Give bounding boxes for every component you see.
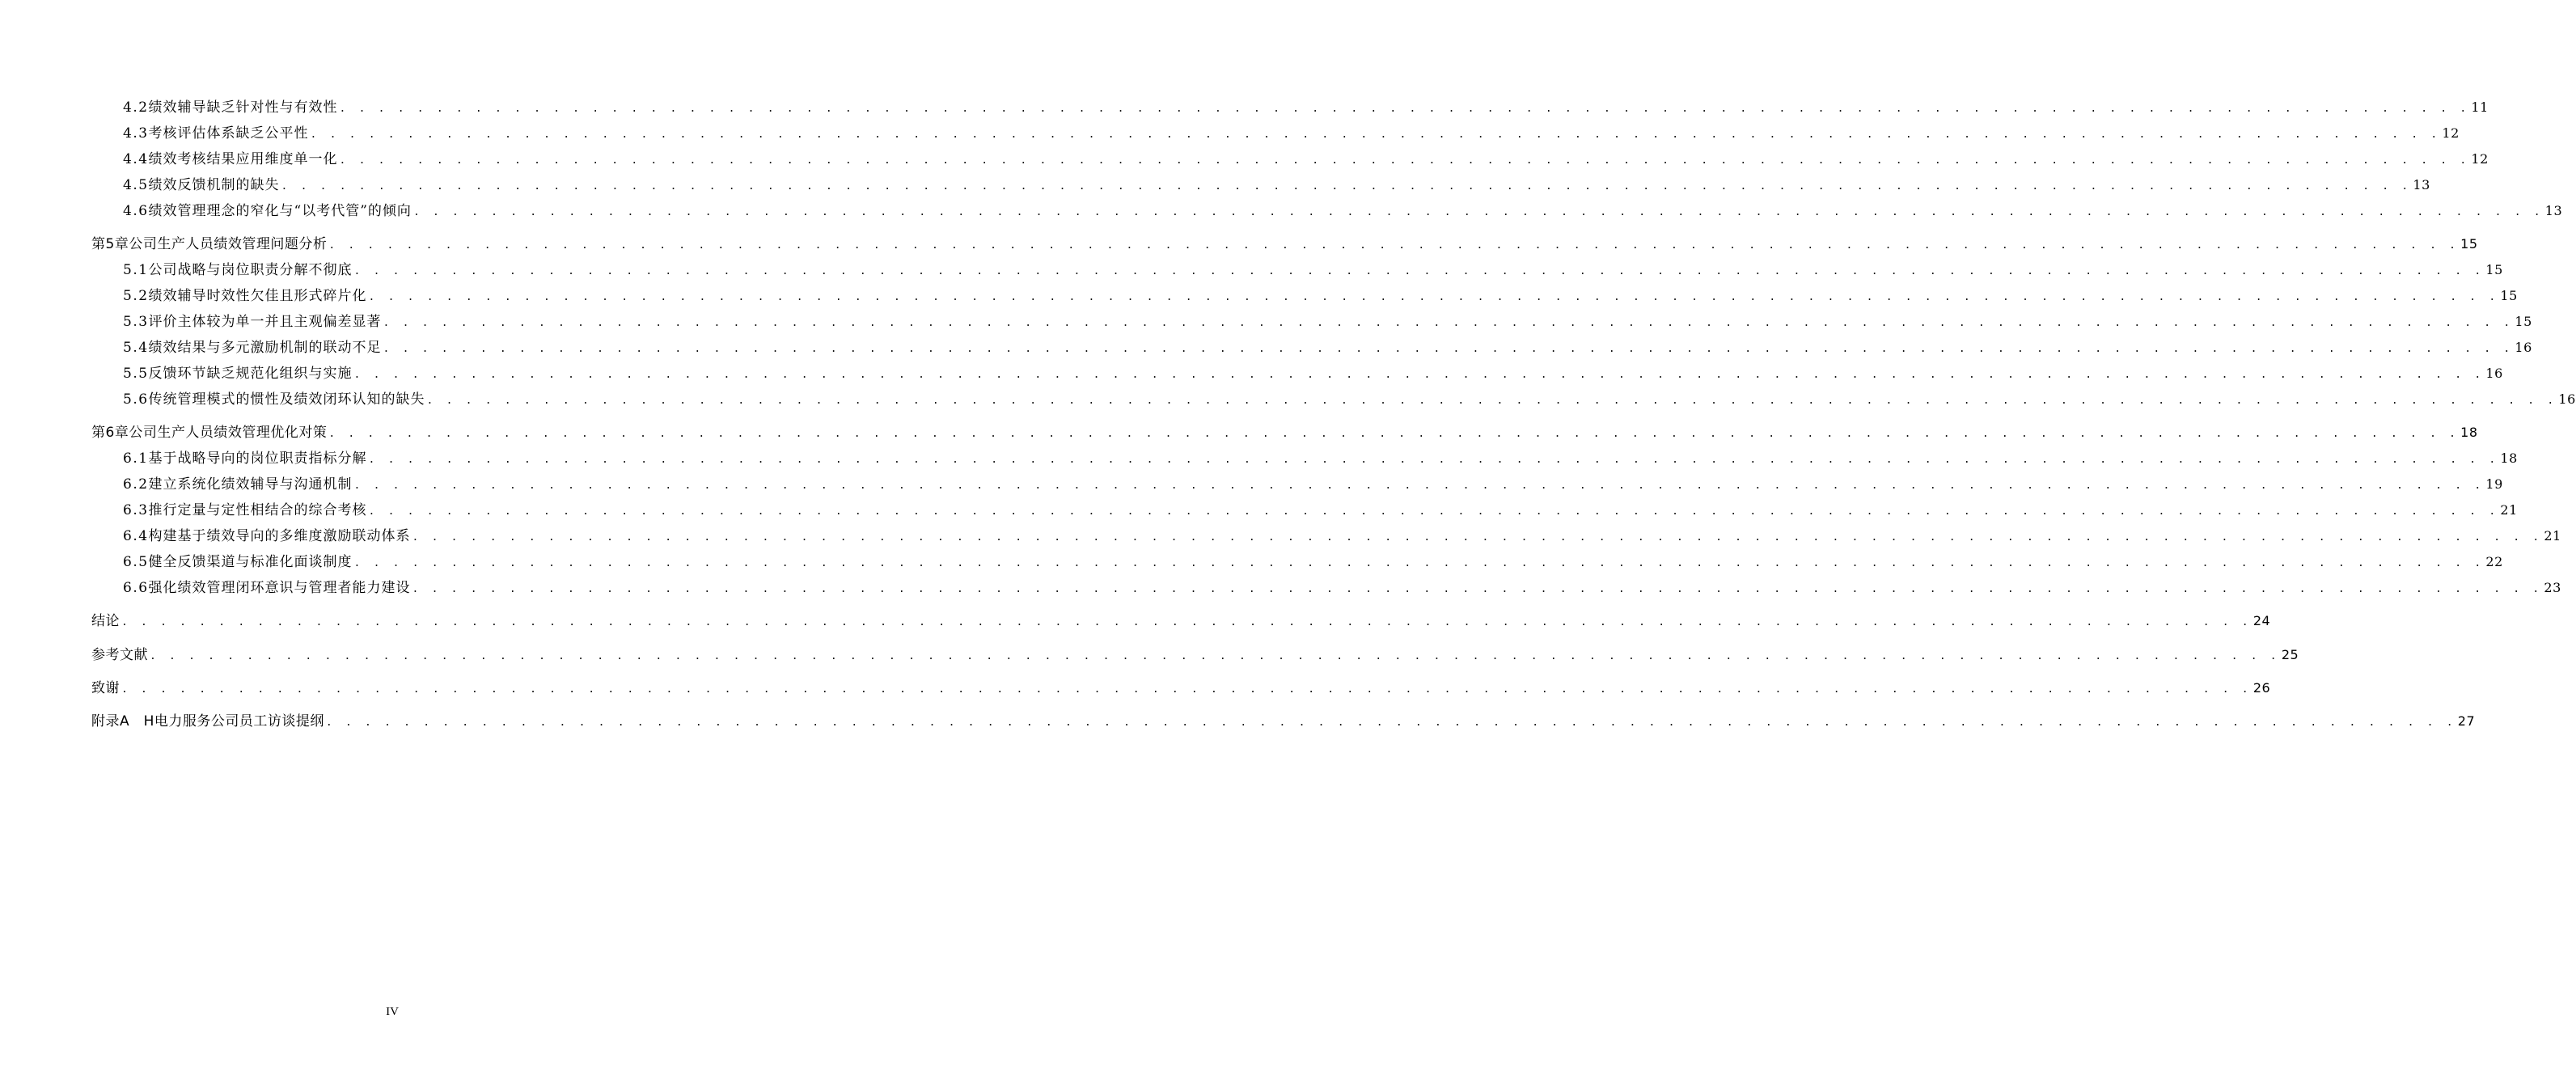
toc-entry-title: 考核评估体系缺乏公平性 <box>148 125 309 142</box>
toc-subsection-entry[interactable] <box>123 576 2561 596</box>
toc-entry-number: 4.3 <box>123 125 149 142</box>
toc-entry-page: 23 <box>2544 580 2561 595</box>
toc-subsection-entry[interactable] <box>123 121 2460 142</box>
toc-entry-number: 5.2 <box>123 288 149 304</box>
toc-entry-title: 基于战略导向的岗位职责指标分解 <box>148 450 367 467</box>
toc-entry-page: 15 <box>2500 288 2518 303</box>
toc-dot-leader: . . . . . . . . . . . . . . . . . . . . . . . . . . . . . . . . . . . . . . . . . . . . . . . . . . . . . . . . . . . . . . . . . . . . . . . . . . . . . . . . . . . . . . . . . . . . . . . . . . . . . . . . . . . . . . <box>150 650 2280 662</box>
toc-dot-leader: . . . . . . . . . . . . . . . . . . . . . . . . . . . . . . . . . . . . . . . . . . . . . . . . . . . . . . . . . . . . . . . . . . . . . . . . . . . . . . . . . . . . . . . . . . . . . . . . . . . . . . . . . . . . . . <box>353 265 2485 277</box>
toc-entry-title: 公司生产人员绩效管理问题分析 <box>129 236 328 252</box>
toc-entry-title: 推行定量与定性相结合的综合考核 <box>148 502 367 518</box>
toc-entry-title: 附录A H电力服务公司员工访谈提纲 <box>91 713 324 730</box>
toc-dot-leader: . . . . . . . . . . . . . . . . . . . . . . . . . . . . . . . . . . . . . . . . . . . . . . . . . . . . . . . . . . . . . . . . . . . . . . . . . . . . . . . . . . . . . . . . . . . . . . . . . . . . . . . . . . . . . . <box>426 395 2557 407</box>
toc-entry-title: 健全反馈渠道与标准化面谈制度 <box>148 554 353 570</box>
toc-chapter-entry[interactable] <box>91 709 2476 730</box>
toc-dot-leader: . . . . . . . . . . . . . . . . . . . . . . . . . . . . . . . . . . . . . . . . . . . . . . . . . . . . . . . . . . . . . . . . . . . . . . . . . . . . . . . . . . . . . . . . . . . . . . . . . . . . . . . . . . . . . . <box>368 505 2499 518</box>
toc-entry-title: 绩效辅导时效性欠佳且形式碎片化 <box>148 288 367 304</box>
toc-entry-number: 6.6 <box>123 580 149 596</box>
toc-entry-number: 5.6 <box>123 391 149 408</box>
toc-entry-page: 16 <box>2485 366 2503 381</box>
toc-entry-number: 5.3 <box>123 314 149 330</box>
toc-subsection-entry[interactable] <box>123 524 2561 544</box>
toc-subsection-entry[interactable] <box>123 284 2518 304</box>
toc-entry-page: 24 <box>2252 613 2271 628</box>
toc-entry-title: 绩效管理理念的窄化与“以考代管”的倾向 <box>148 203 412 219</box>
toc-entry-number: 4.5 <box>123 177 149 193</box>
toc-entry-number: 5.5 <box>123 366 149 382</box>
toc-entry-number: 6.1 <box>123 450 149 467</box>
toc-dot-leader: . . . . . . . . . . . . . . . . . . . . . . . . . . . . . . . . . . . . . . . . . . . . . . . . . . . . . . . . . . . . . . . . . . . . . . . . . . . . . . . . . . . . . . . . . . . . . . . . . . . . . . . . . . . . . . <box>412 583 2543 595</box>
toc-dot-leader: . . . . . . . . . . . . . . . . . . . . . . . . . . . . . . . . . . . . . . . . . . . . . . . . . . . . . . . . . . . . . . . . . . . . . . . . . . . . . . . . . . . . . . . . . . . . . . . . . . . . . . . . . . . . . . <box>310 129 2441 141</box>
toc-entry-title: 反馈环节缺乏规范化组织与实施 <box>148 366 353 382</box>
toc-dot-leader: . . . . . . . . . . . . . . . . . . . . . . . . . . . . . . . . . . . . . . . . . . . . . . . . . . . . . . . . . . . . . . . . . . . . . . . . . . . . . . . . . . . . . . . . . . . . . . . . . . . . . . . . . . . . . . <box>121 683 2252 696</box>
toc-subsection-entry[interactable] <box>123 173 2430 193</box>
toc-entry-page: 16 <box>2515 340 2532 355</box>
toc-entry-title: 构建基于绩效导向的多维度激励联动体系 <box>148 528 411 544</box>
toc-entry-number: 第5章 <box>91 236 129 252</box>
toc-entry-page: 25 <box>2281 647 2299 662</box>
toc-chapter-entry[interactable] <box>91 643 2299 663</box>
toc-entry-page: 26 <box>2252 680 2271 696</box>
toc-entry-title: 绩效辅导缺乏针对性与有效性 <box>148 99 338 116</box>
toc-dot-leader: . . . . . . . . . . . . . . . . . . . . . . . . . . . . . . . . . . . . . . . . . . . . . . . . . . . . . . . . . . . . . . . . . . . . . . . . . . . . . . . . . . . . . . . . . . . . . . . . . . . . . . . . . . . . . . <box>328 428 2460 440</box>
toc-entry-title: 绩效结果与多元激励机制的联动不足 <box>148 340 382 356</box>
toc-entry-title: 绩效反馈机制的缺失 <box>148 177 280 193</box>
toc-entry-number: 4.4 <box>123 151 149 167</box>
page-number: IV <box>386 1005 399 1018</box>
toc-dot-leader: . . . . . . . . . . . . . . . . . . . . . . . . . . . . . . . . . . . . . . . . . . . . . . . . . . . . . . . . . . . . . . . . . . . . . . . . . . . . . . . . . . . . . . . . . . . . . . . . . . . . . . . . . . . . . . <box>353 480 2485 492</box>
toc-subsection-entry[interactable] <box>123 550 2503 570</box>
toc-subsection-entry[interactable] <box>123 446 2518 467</box>
toc-subsection-entry[interactable] <box>123 362 2503 382</box>
toc-dot-leader: . . . . . . . . . . . . . . . . . . . . . . . . . . . . . . . . . . . . . . . . . . . . . . . . . . . . . . . . . . . . . . . . . . . . . . . . . . . . . . . . . . . . . . . . . . . . . . . . . . . . . . . . . . . . . . <box>328 239 2460 252</box>
toc-entry-title: 绩效考核结果应用维度单一化 <box>148 151 338 167</box>
toc-subsection-entry[interactable] <box>123 472 2503 493</box>
toc-subsection-entry[interactable] <box>123 310 2532 330</box>
toc-entry-number: 6.5 <box>123 554 149 570</box>
toc-dot-leader: . . . . . . . . . . . . . . . . . . . . . . . . . . . . . . . . . . . . . . . . . . . . . . . . . . . . . . . . . . . . . . . . . . . . . . . . . . . . . . . . . . . . . . . . . . . . . . . . . . . . . . . . . . . . . . <box>121 616 2252 628</box>
toc-entry-number: 5.1 <box>123 262 149 278</box>
toc-subsection-entry[interactable] <box>123 498 2518 518</box>
toc-entry-page: 21 <box>2500 502 2518 518</box>
toc-dot-leader: . . . . . . . . . . . . . . . . . . . . . . . . . . . . . . . . . . . . . . . . . . . . . . . . . . . . . . . . . . . . . . . . . . . . . . . . . . . . . . . . . . . . . . . . . . . . . . . . . . . . . . . . . . . . . . <box>412 531 2543 544</box>
toc-entry-page: 18 <box>2460 425 2478 440</box>
toc-entry-title: 建立系统化绩效辅导与沟通机制 <box>148 476 353 493</box>
toc-dot-leader: . . . . . . . . . . . . . . . . . . . . . . . . . . . . . . . . . . . . . . . . . . . . . . . . . . . . . . . . . . . . . . . . . . . . . . . . . . . . . . . . . . . . . . . . . . . . . . . . . . . . . . . . . . . . . . <box>353 557 2485 569</box>
toc-subsection-entry[interactable] <box>123 336 2532 356</box>
toc-entry-title: 公司生产人员绩效管理优化对策 <box>129 425 328 441</box>
toc-entry-page: 13 <box>2413 177 2430 192</box>
toc-dot-leader: . . . . . . . . . . . . . . . . . . . . . . . . . . . . . . . . . . . . . . . . . . . . . . . . . . . . . . . . . . . . . . . . . . . . . . . . . . . . . . . . . . . . . . . . . . . . . . . . . . . . . . . . . . . . . . <box>368 291 2499 303</box>
toc-entry-page: 15 <box>2485 262 2503 277</box>
toc-entry-page: 12 <box>2442 125 2460 141</box>
toc-chapter-entry[interactable] <box>91 676 2271 696</box>
toc-entry-title: 公司战略与岗位职责分解不彻底 <box>148 262 353 278</box>
toc-subsection-entry[interactable] <box>123 387 2576 408</box>
toc-entry-number: 5.4 <box>123 340 149 356</box>
toc-entry-page: 27 <box>2457 713 2476 729</box>
toc-dot-leader: . . . . . . . . . . . . . . . . . . . . . . . . . . . . . . . . . . . . . . . . . . . . . . . . . . . . . . . . . . . . . . . . . . . . . . . . . . . . . . . . . . . . . . . . . . . . . . . . . . . . . . . . . . . . . . <box>281 180 2412 192</box>
toc-subsection-entry[interactable] <box>123 199 2563 219</box>
toc-subsection-entry[interactable] <box>123 95 2489 116</box>
toc-entry-number: 4.6 <box>123 203 149 219</box>
toc-entry-page: 18 <box>2500 450 2518 466</box>
toc-entry-title: 结论 <box>91 613 120 629</box>
toc-entry-page: 11 <box>2471 99 2489 115</box>
toc-entry-page: 16 <box>2558 391 2576 407</box>
toc-dot-leader: . . . . . . . . . . . . . . . . . . . . . . . . . . . . . . . . . . . . . . . . . . . . . . . . . . . . . . . . . . . . . . . . . . . . . . . . . . . . . . . . . . . . . . . . . . . . . . . . . . . . . . . . . . . . . . <box>368 454 2499 466</box>
toc-entry-page: 13 <box>2544 203 2563 218</box>
toc-chapter-entry[interactable] <box>91 232 2478 252</box>
toc-dot-leader: . . . . . . . . . . . . . . . . . . . . . . . . . . . . . . . . . . . . . . . . . . . . . . . . . . . . . . . . . . . . . . . . . . . . . . . . . . . . . . . . . . . . . . . . . . . . . . . . . . . . . . . . . . . . . . <box>353 369 2485 381</box>
toc-dot-leader: . . . . . . . . . . . . . . . . . . . . . . . . . . . . . . . . . . . . . . . . . . . . . . . . . . . . . . . . . . . . . . . . . . . . . . . . . . . . . . . . . . . . . . . . . . . . . . . . . . . . . . . . . . . . . . <box>412 206 2544 218</box>
toc-dot-leader: . . . . . . . . . . . . . . . . . . . . . . . . . . . . . . . . . . . . . . . . . . . . . . . . . . . . . . . . . . . . . . . . . . . . . . . . . . . . . . . . . . . . . . . . . . . . . . . . . . . . . . . . . . . . . . <box>383 317 2514 329</box>
toc-entry-number: 6.2 <box>123 476 149 493</box>
toc-entry-page: 22 <box>2485 554 2503 569</box>
toc-entry-page: 19 <box>2485 476 2503 492</box>
toc-entry-title: 参考文献 <box>91 647 148 663</box>
toc-entry-title: 传统管理模式的惯性及绩效闭环认知的缺失 <box>148 391 425 408</box>
toc-entry-number: 第6章 <box>91 425 129 441</box>
toc-entry-title: 强化绩效管理闭环意识与管理者能力建设 <box>148 580 411 596</box>
toc-entry-page: 15 <box>2515 314 2532 329</box>
toc-entry-page: 15 <box>2460 236 2478 252</box>
toc-dot-leader: . . . . . . . . . . . . . . . . . . . . . . . . . . . . . . . . . . . . . . . . . . . . . . . . . . . . . . . . . . . . . . . . . . . . . . . . . . . . . . . . . . . . . . . . . . . . . . . . . . . . . . . . . . . . . . <box>339 103 2470 115</box>
toc-dot-leader: . . . . . . . . . . . . . . . . . . . . . . . . . . . . . . . . . . . . . . . . . . . . . . . . . . . . . . . . . . . . . . . . . . . . . . . . . . . . . . . . . . . . . . . . . . . . . . . . . . . . . . . . . . . . . . <box>383 343 2514 355</box>
toc-entry-title: 评价主体较为单一并且主观偏差显著 <box>148 314 382 330</box>
toc-dot-leader: . . . . . . . . . . . . . . . . . . . . . . . . . . . . . . . . . . . . . . . . . . . . . . . . . . . . . . . . . . . . . . . . . . . . . . . . . . . . . . . . . . . . . . . . . . . . . . . . . . . . . . . . . . . . . . <box>339 154 2470 167</box>
toc-dot-leader: . . . . . . . . . . . . . . . . . . . . . . . . . . . . . . . . . . . . . . . . . . . . . . . . . . . . . . . . . . . . . . . . . . . . . . . . . . . . . . . . . . . . . . . . . . . . . . . . . . . . . . . . . . . . . . <box>325 717 2456 729</box>
toc-entry-number: 4.2 <box>123 99 149 116</box>
toc-entry-page: 21 <box>2544 528 2561 544</box>
toc-chapter-entry[interactable] <box>91 609 2271 629</box>
toc-chapter-entry[interactable] <box>91 421 2478 441</box>
toc-entry-title: 致谢 <box>91 680 120 696</box>
toc-subsection-entry[interactable] <box>123 258 2503 278</box>
toc-subsection-entry[interactable] <box>123 147 2489 167</box>
toc-entry-page: 12 <box>2471 151 2489 167</box>
toc-entry-number: 6.4 <box>123 528 149 544</box>
toc-entry-number: 6.3 <box>123 502 149 518</box>
